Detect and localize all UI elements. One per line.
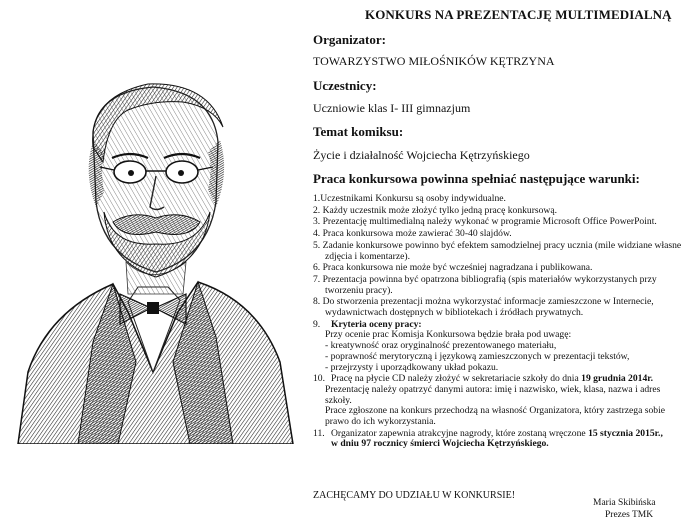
condition-10-line-4: Prace zgłoszone na konkurs przechodzą na własność Organizatora, który zastrzega sobie xyxy=(325,405,665,417)
condition-7: 7. Prezentacja powinna być opatrzona bibliografią (spis materiałów wykorzystanych przy xyxy=(313,273,657,285)
condition-8-cont: wydawnictwach dostępnych w bibliotekach i źródłach prywatnych. xyxy=(325,307,584,319)
condition-10 xyxy=(313,374,698,385)
condition-8: 8. Do stworzenia prezentacji można wykorzystać informacje zamieszczone w Internecie, xyxy=(313,296,654,308)
condition-11-line-2: w dniu 97 rocznicy śmierci Wojciecha Kętrzyńskiego. xyxy=(331,438,549,450)
condition-3: 3. Prezentację multimedialną należy wykonać w programie Microsoft Office PowerPoint. xyxy=(313,216,657,228)
condition-9-bullet-3: - przejrzysty i uporządkowany układ pokazu. xyxy=(325,361,499,373)
condition-4: 4. Praca konkursowa może zawierać 30-40 slajdów. xyxy=(313,228,512,240)
condition-10-line-3: szkoły. xyxy=(325,394,352,406)
participants-value: Uczniowie klas I- III gimnazjum xyxy=(313,101,471,115)
organizer-label: Organizator: xyxy=(313,32,386,47)
poster-title: KONKURS NA PREZENTACJĘ MULTIMEDIALNĄ xyxy=(365,7,672,22)
condition-9-number: 9. xyxy=(313,318,321,330)
condition-11-text: Organizator zapewnia atrakcyjne nagrody, które zostaną wręczone xyxy=(331,427,586,439)
organizer-value: TOWARZYSTWO MIŁOŚNIKÓW KĘTRZYNA xyxy=(313,54,555,68)
condition-9-bullet-1: - kreatywność oraz oryginalność prezentowanego materiału, xyxy=(325,340,557,352)
condition-10-line-2: Prezentację należy opatrzyć danymi autora: imię i nazwisko, wiek, klasa, nazwa i adres xyxy=(325,383,661,395)
signature-name: Maria Skibińska xyxy=(593,498,656,508)
conditions-list xyxy=(313,194,698,450)
signature-block xyxy=(593,498,656,521)
condition-11-number: 11. xyxy=(313,427,325,439)
condition-1: 1.Uczestnikami Konkursu są osoby indywidualne. xyxy=(313,193,506,204)
condition-11 xyxy=(313,429,698,440)
condition-10-number: 10. xyxy=(313,373,325,385)
condition-9-bullet-2: - poprawność merytoryczną i językową zamieszczonych w prezentacji tekstów, xyxy=(325,350,630,362)
topic-value: Życie i działalność Wojciecha Kętrzyńskiego xyxy=(313,148,530,162)
condition-5-cont: zdjęcia i komentarze). xyxy=(325,250,410,262)
condition-7-cont: tworzeniu pracy). xyxy=(325,284,393,296)
condition-10-line-5: prawo do ich wykorzystania. xyxy=(325,416,436,428)
condition-11-date: 15 stycznia 2015r., xyxy=(588,427,663,439)
condition-6: 6. Praca konkursowa nie może być wcześniej nagradzana i publikowana. xyxy=(313,262,593,274)
condition-9 xyxy=(313,320,698,331)
topic-label: Temat komiksu: xyxy=(313,124,404,139)
condition-2: 2. Każdy uczestnik może złożyć tylko jedną pracę konkursową. xyxy=(313,204,558,216)
condition-10-date: 19 grudnia 2014r. xyxy=(581,373,654,385)
encouragement-text: ZACHĘCAMY DO UDZIAŁU W KONKURSIE! xyxy=(313,490,516,501)
condition-10-text: Pracę na płycie CD należy złożyć w sekretariacie szkoły do dnia xyxy=(331,373,579,385)
participants-label: Uczestnicy: xyxy=(313,78,377,93)
signature-role: Prezes TMK xyxy=(605,509,654,520)
condition-9-intro: Przy ocenie prac Komisja Konkursowa będzie brała pod uwagę: xyxy=(325,329,572,341)
conditions-heading: Praca konkursowa powinna spełniać następujące warunki: xyxy=(313,171,640,186)
portrait-engraving xyxy=(8,72,298,444)
condition-9-heading: Kryteria oceny pracy: xyxy=(331,318,422,330)
condition-5: 5. Zadanie konkursowe powinno być efektem samodzielnej pracy ucznia (mile widziane własne xyxy=(313,239,682,251)
